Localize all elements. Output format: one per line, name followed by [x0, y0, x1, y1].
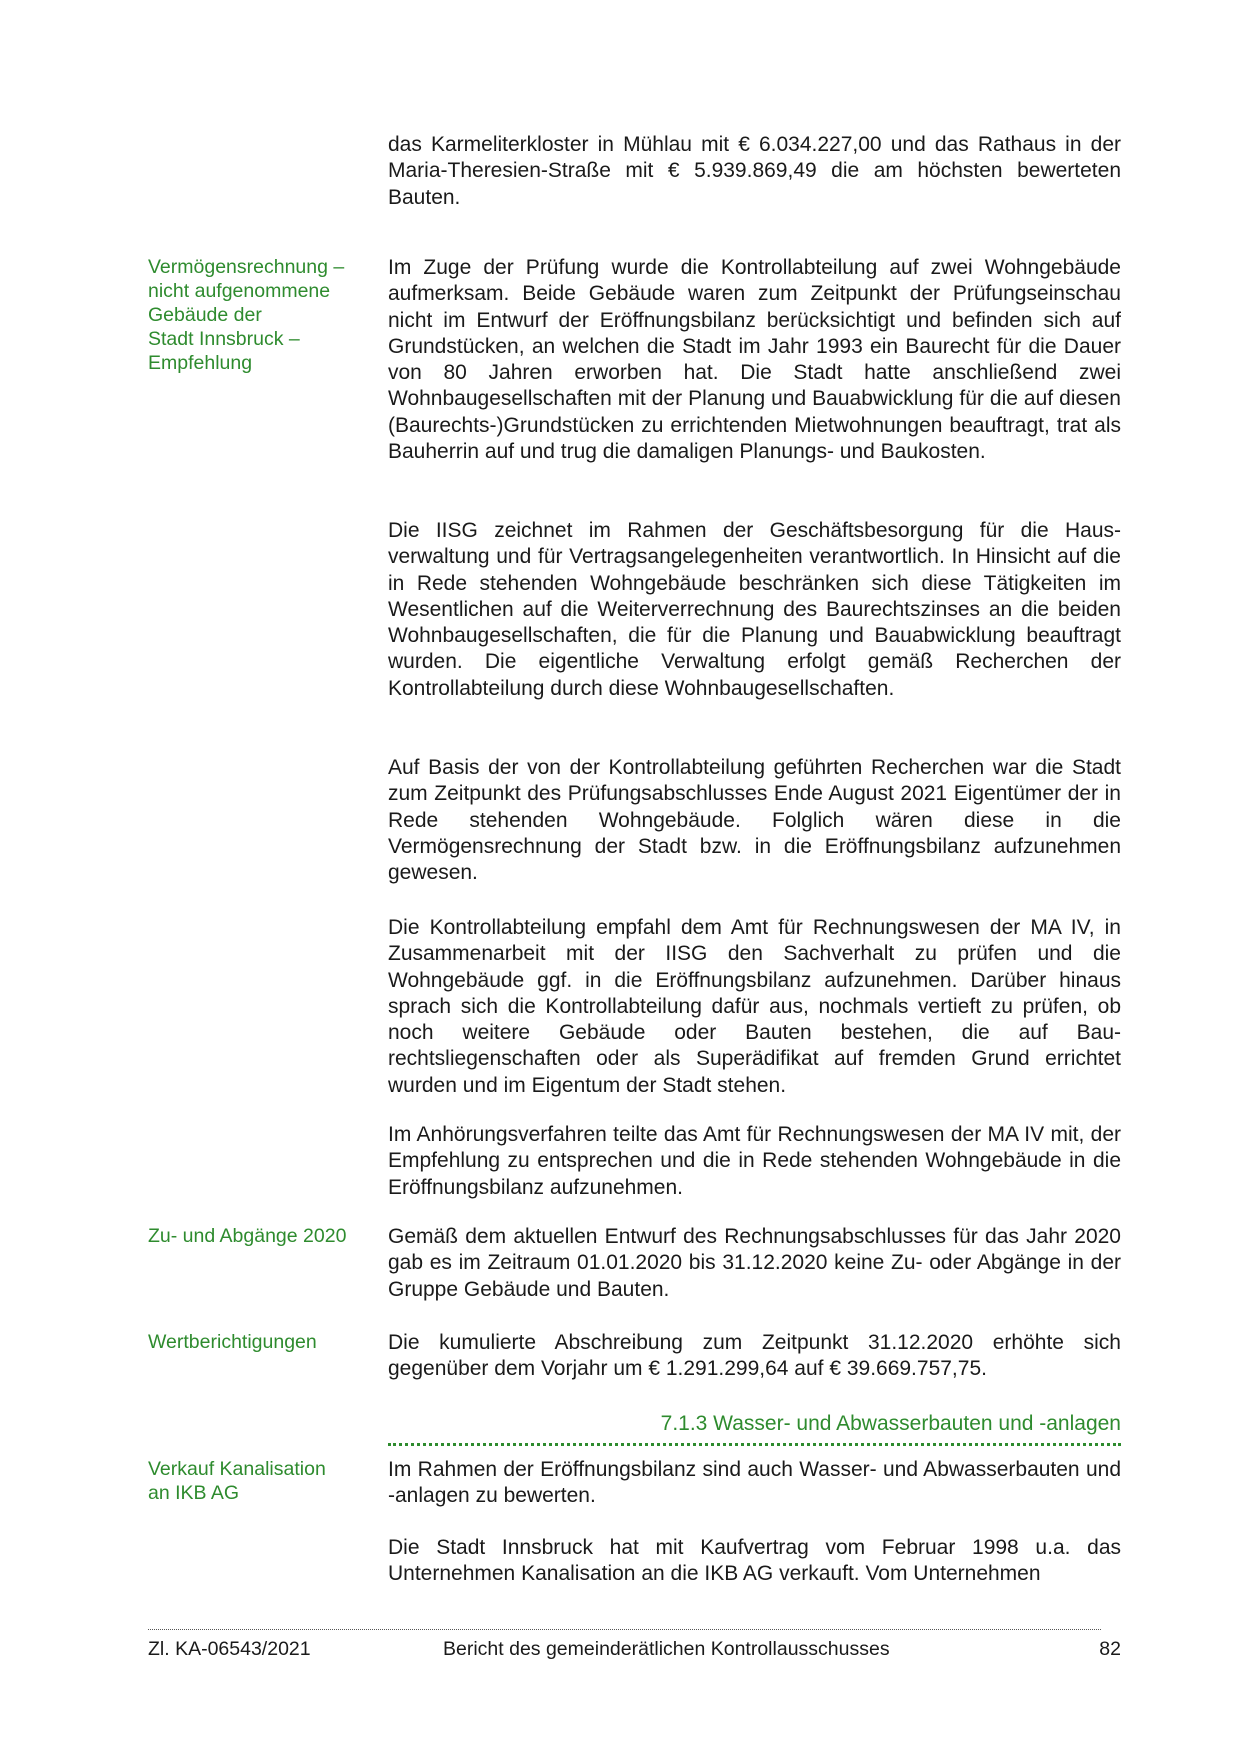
paragraph-empfehlung: Die Kontrollabteilung empfahl dem Amt für Rechnungswesen der MA IV, in Zusammenarbeit mit der IISG den Sachverhalt zu prüfen und die Wohngebäude ggf. in die Eröffnungsbilanz aufzunehmen. Darüber hinaus sprach sich die Kontrollabteilung dafür aus, nochmals vertieft zu prüfen, ob noch weitere Gebäude oder Bauten bestehen, die auf Baurechtsliegenschaften oder als Superädifikat auf fremden Grund errichtet wurden und im Eigentum der Stadt stehen.: [388, 916, 1121, 1097]
sidebar-note-wertberichtigungen: Wertberichtigungen: [148, 1331, 317, 1353]
footer-divider: [148, 1629, 1101, 1630]
section-heading: 7.1.3 Wasser- und Abwasserbauten und -anlagen: [388, 1409, 1121, 1446]
sidebar-note-vermoegensrechnung: Vermögensrechnung – nicht aufgenommene Gebäude der Stadt Innsbruck – Empfehlung: [148, 256, 345, 374]
paragraph-abschreibung: Die kumulierte Abschreibung zum Zeitpunkt 31.12.2020 erhöhte sich gegenüber dem Vorjahr um € 1.291.299,64 auf € 39.669.757,75.: [388, 1331, 1121, 1381]
sidebar-note-kanalisation: Verkauf Kanalisation an IKB AG: [148, 1458, 326, 1504]
sidebar-note-zugaenge: Zu- und Abgänge 2020: [148, 1225, 347, 1247]
paragraph-wasserbauten: Im Rahmen der Eröffnungsbilanz sind auch Wasser- und Abwasserbauten und -anlagen zu bewerten.: [388, 1458, 1121, 1508]
paragraph-anhoerung: Im Anhörungsverfahren teilte das Amt für Rechnungswesen der MA IV mit, der Empfehlung zu entsprechen und die in Rede stehenden Wohngebäude in die Eröffnungsbilanz aufzunehmen.: [388, 1123, 1121, 1199]
page-number: 82: [1099, 1638, 1121, 1660]
paragraph-zugaenge: Gemäß dem aktuellen Entwurf des Rechnungsabschlusses für das Jahr 2020 gab es im Zeitraum 01.01.2020 bis 31.12.2020 keine Zu- oder Abgänge in der Gruppe Gebäude und Bauten.: [388, 1225, 1121, 1301]
paragraph-recherchen: Auf Basis der von der Kontrollabteilung geführten Recherchen war die Stadt zum Zeitpunkt des Prüfungsabschlusses Ende August 2021 Eigentümer der in Rede stehenden Wohngebäude. Folglich wären diese in die Vermögensrechnung der Stadt bzw. in die Eröffnungsbilanz aufzunehmen gewesen.: [388, 756, 1121, 885]
footer-title: Bericht des gemeinderätlichen Kontrollausschusses: [443, 1638, 890, 1660]
footer-reference: Zl. KA-06543/2021: [148, 1638, 311, 1660]
paragraph-kaufvertrag: Die Stadt Innsbruck hat mit Kaufvertrag vom Februar 1998 u.a. das Unternehmen Kanalisation an die IKB AG verkauft. Vom Unternehmen: [388, 1536, 1121, 1586]
paragraph-wohngebaeude: Im Zuge der Prüfung wurde die Kontrollabteilung auf zwei Wohngebäude aufmerksam. Beide Gebäude waren zum Zeitpunkt der Prüfungseinschau nicht im Entwurf der Eröffnungsbilanz berücksichtigt und befinden sich auf Grundstücken, an welchen die Stadt im Jahr 1993 ein Baurecht für die Dauer von 80 Jahren erworben hat. Die Stadt hatte anschließend zwei Wohnbaugesellschaften mit der Planung und Bauabwicklung für die auf diesen (Baurechts-)Grundstücken zu errichtenden Mietwohnungen beauftragt, trat als Bauherrin auf und trug die damaligen Planungs- und Baukosten.: [388, 256, 1121, 464]
paragraph-bauten: das Karmeliterkloster in Mühlau mit € 6.034.227,00 und das Rathaus in der Maria-Theresien-Straße mit € 5.939.869,49 die am höchsten bewerteten Bauten.: [388, 133, 1121, 209]
paragraph-iisg: Die IISG zeichnet im Rahmen der Geschäftsbesorgung für die Hausverwaltung und für Vertragsangelegenheiten verantwortlich. In Hinsicht auf die in Rede stehenden Wohngebäude beschränken sich diese Tätigkeiten im Wesentlichen auf die Weiterverrechnung des Baurechtszinses an die beiden Wohnbaugesellschaften, die für die Planung und Bauabwicklung beauftragt wurden. Die eigentliche Verwaltung erfolgt gemäß Recherchen der Kontrollabteilung durch diese Wohnbaugesellschaften.: [388, 519, 1121, 700]
